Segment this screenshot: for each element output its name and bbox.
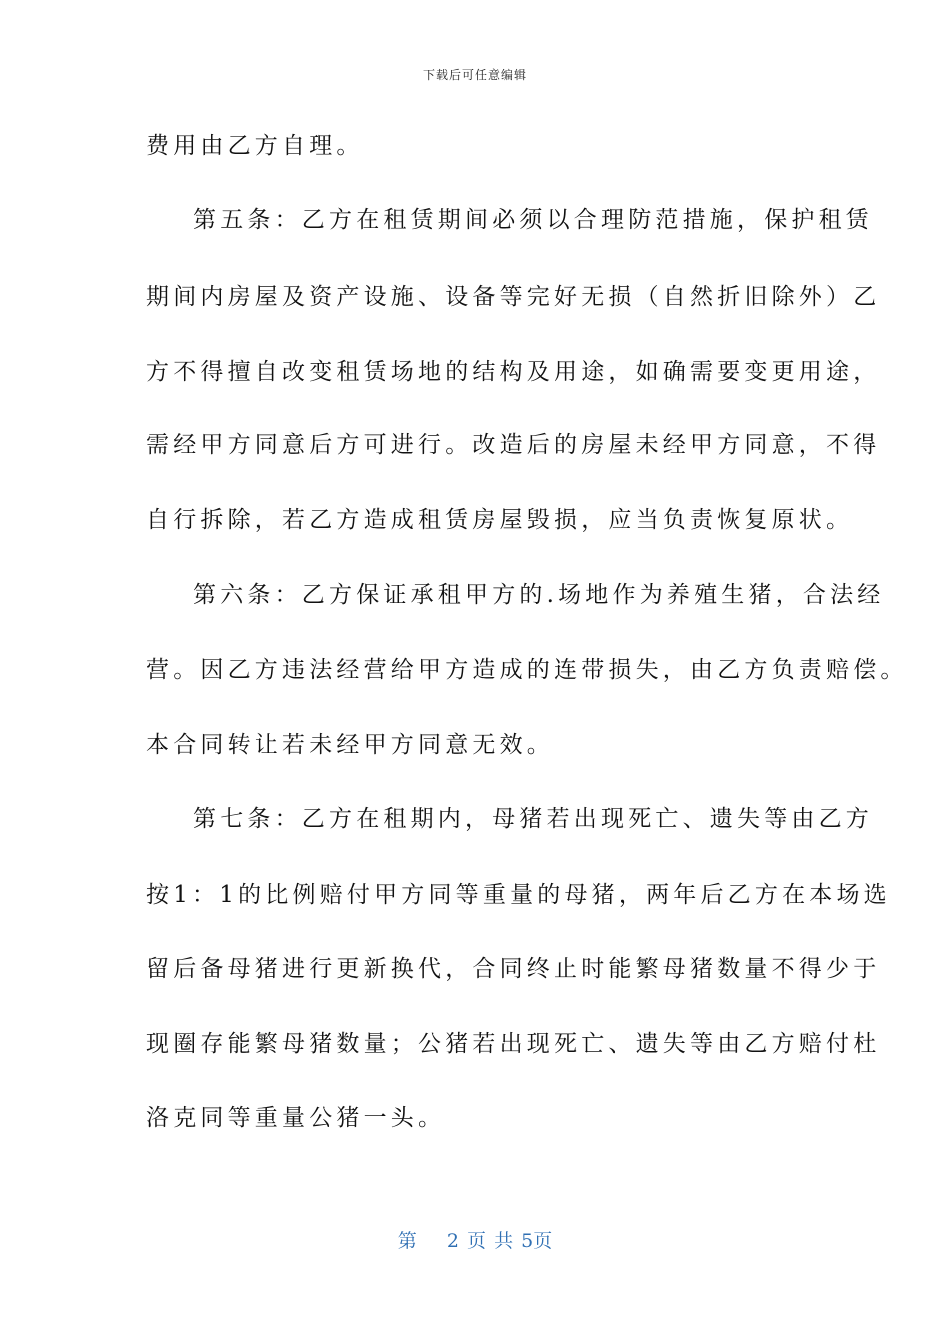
text-line: 本合同转让若未经甲方同意无效。 (146, 732, 554, 758)
page-number (0, 1226, 950, 1253)
page-current: 2 (446, 1230, 459, 1252)
header-note: 下载后可任意编辑 (422, 68, 527, 82)
text-line: 自行拆除，若乙方造成租赁房屋毁损，应当负责恢复原状。 (146, 507, 854, 533)
text-line: 期间内房屋及资产设施、设备等完好无损（自然折旧除外）乙 (146, 284, 881, 310)
page-prefix: 第 (397, 1230, 417, 1252)
text-line: 需经甲方同意后方可进行。改造后的房屋未经甲方同意，不得 (146, 432, 881, 458)
page-total: 5页 (521, 1230, 553, 1252)
text-line: 第六条：乙方保证承租甲方的.场地作为养殖生猪，合法经 (193, 582, 885, 608)
page-middle: 页 共 (467, 1230, 514, 1252)
text-line: 第五条：乙方在租赁期间必须以合理防范措施，保护租赁 (193, 207, 873, 233)
text-line: 费用由乙方自理。 (146, 133, 364, 159)
text-line: 洛克同等重量公猪一头。 (146, 1105, 446, 1131)
text-line: 营。因乙方违法经营给甲方造成的连带损失，由乙方负责赔偿。 (146, 657, 908, 683)
text-line: 留后备母猪进行更新换代，合同终止时能繁母猪数量不得少于 (146, 956, 881, 982)
text-line: 现圈存能繁母猪数量；公猪若出现死亡、遗失等由乙方赔付杜 (146, 1031, 881, 1057)
text-line: 第七条：乙方在租期内，母猪若出现死亡、遗失等由乙方 (193, 806, 873, 832)
text-line: 按1：1的比例赔付甲方同等重量的母猪，两年后乙方在本场选 (146, 882, 891, 908)
text-line: 方不得擅自改变租赁场地的结构及用途，如确需要变更用途， (146, 359, 881, 385)
